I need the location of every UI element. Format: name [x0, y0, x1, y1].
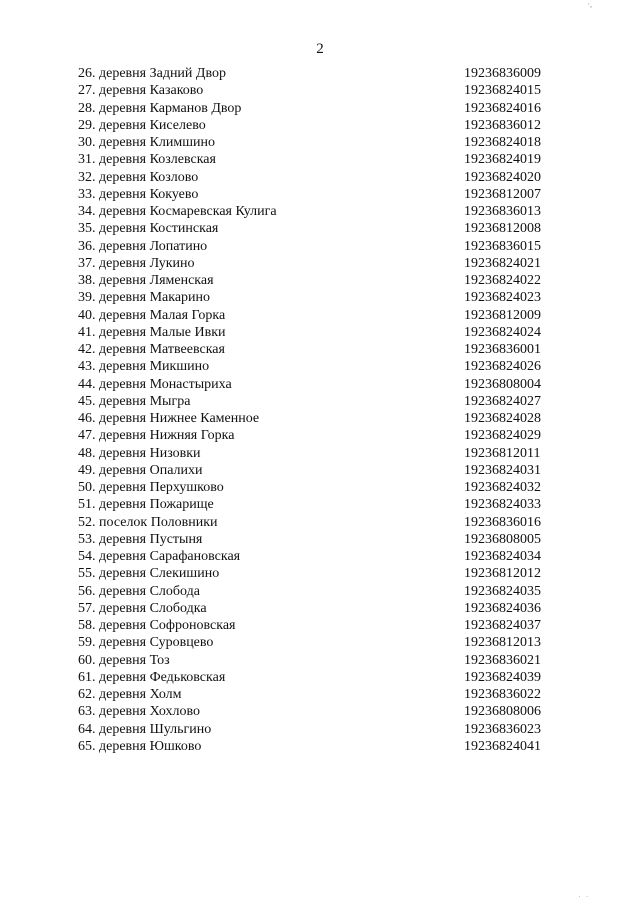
list-item: [0, 703, 640, 720]
settlement-name: 32. деревня Козлово: [78, 169, 199, 185]
list-item: [0, 669, 640, 686]
settlement-name: 31. деревня Козлевская: [78, 152, 216, 168]
scan-mark-top: ·,: [587, 0, 592, 9]
list-item: [0, 238, 640, 255]
settlement-name: 65. деревня Юшково: [78, 738, 202, 754]
settlement-code: 19236808005: [464, 531, 541, 547]
settlement-name: 55. деревня Слекишино: [78, 566, 220, 582]
settlement-name: 61. деревня Федьковская: [78, 669, 226, 685]
settlement-code: 19236808006: [464, 704, 541, 720]
settlement-code: 19236824028: [464, 411, 541, 426]
settlement-code: 19236824023: [464, 290, 541, 306]
list-item: [0, 272, 640, 289]
list-item: [0, 307, 640, 324]
list-item: [0, 151, 640, 168]
settlement-code: 19236836023: [464, 721, 541, 737]
settlement-code: 19236824031: [464, 462, 541, 478]
list-item: [0, 445, 640, 462]
list-item: [0, 255, 640, 272]
settlement-code: 19236824029: [464, 428, 541, 444]
list-item: [0, 289, 640, 306]
list-item: [0, 358, 640, 375]
settlement-code: 19236836001: [464, 342, 541, 357]
list-item: [0, 186, 640, 203]
settlement-name: 43. деревня Микшино: [78, 359, 210, 375]
list-item: [0, 410, 640, 427]
list-item: [0, 496, 640, 513]
list-item: [0, 565, 640, 582]
settlement-code: 19236812007: [464, 186, 541, 202]
list-item: [0, 462, 640, 479]
settlement-name: 57. деревня Слободка: [78, 600, 207, 616]
list-item: [0, 721, 640, 738]
list-item: [0, 738, 640, 755]
settlement-code: 19236836012: [464, 117, 541, 133]
list-item: [0, 479, 640, 496]
settlement-name: 26. деревня Задний Двор: [78, 66, 226, 81]
settlement-name: 28. деревня Карманов Двор: [78, 100, 242, 116]
settlement-code: 19236824036: [464, 600, 541, 616]
settlement-name: 38. деревня Ляменская: [78, 273, 214, 288]
settlement-name: 50. деревня Перхушково: [78, 480, 224, 495]
settlement-code: 19236836013: [464, 204, 541, 219]
list-item: [0, 203, 640, 220]
list-item: [0, 617, 640, 634]
settlement-code: 19236824027: [464, 393, 541, 409]
settlement-code: 19236824022: [464, 273, 541, 288]
settlement-name: 42. деревня Матвеевская: [78, 342, 225, 357]
list-item: [0, 514, 640, 531]
settlement-name: 48. деревня Низовки: [78, 445, 201, 461]
settlement-name: 34. деревня Космаревская Кулига: [78, 204, 277, 219]
list-item: [0, 634, 640, 651]
settlement-code: 19236824037: [464, 618, 541, 633]
list-item: [0, 341, 640, 358]
settlement-name: 53. деревня Пустыня: [78, 531, 203, 547]
settlement-name: 39. деревня Макарино: [78, 290, 211, 306]
settlement-code: 19236824032: [464, 480, 541, 495]
list-item: [0, 100, 640, 117]
settlement-code: 19236812012: [464, 566, 541, 582]
settlement-name: 51. деревня Пожарище: [78, 497, 214, 513]
settlement-list: [0, 65, 640, 755]
settlement-name: 29. деревня Киселево: [78, 117, 206, 133]
settlement-name: 40. деревня Малая Горка: [78, 307, 226, 323]
settlement-code: 19236812008: [464, 221, 541, 237]
settlement-code: 19236836016: [464, 514, 541, 530]
settlement-code: 19236824039: [464, 669, 541, 685]
settlement-code: 19236824024: [464, 324, 541, 340]
list-item: [0, 134, 640, 151]
settlement-code: 19236812009: [464, 307, 541, 323]
settlement-code: 19236824035: [464, 583, 541, 599]
settlement-code: 19236824026: [464, 359, 541, 375]
settlement-code: 19236808004: [464, 376, 541, 392]
settlement-name: 41. деревня Малые Ивки: [78, 324, 226, 340]
settlement-code: 19236824033: [464, 497, 541, 513]
settlement-name: 58. деревня Софроновская: [78, 618, 236, 633]
settlement-code: 19236824020: [464, 169, 541, 185]
page-number: 2: [316, 41, 324, 57]
list-item: [0, 376, 640, 393]
list-item: [0, 82, 640, 99]
settlement-name: 45. деревня Мыгра: [78, 393, 191, 409]
settlement-name: 37. деревня Лукино: [78, 255, 195, 271]
settlement-name: 35. деревня Костинская: [78, 221, 219, 237]
list-item: [0, 427, 640, 444]
list-item: [0, 65, 640, 82]
list-item: [0, 652, 640, 669]
settlement-code: 19236824021: [464, 255, 541, 271]
settlement-name: 33. деревня Кокуево: [78, 186, 199, 202]
settlement-name: 62. деревня Холм: [78, 687, 182, 702]
settlement-name: 36. деревня Лопатино: [78, 238, 208, 254]
settlement-code: 19236836021: [464, 652, 541, 668]
settlement-code: 19236824018: [464, 135, 541, 150]
settlement-name: 54. деревня Сарафановская: [78, 549, 241, 564]
settlement-name: 49. деревня Опалихи: [78, 462, 203, 478]
list-item: [0, 220, 640, 237]
list-item: [0, 324, 640, 341]
settlement-code: 19236824034: [464, 549, 541, 564]
settlement-name: 56. деревня Слобода: [78, 583, 200, 599]
settlement-code: 19236836022: [464, 687, 541, 702]
settlement-code: 19236836015: [464, 238, 541, 254]
list-item: [0, 583, 640, 600]
settlement-name: 52. поселок Половники: [78, 514, 218, 530]
settlement-name: 27. деревня Казаково: [78, 83, 204, 99]
list-item: [0, 169, 640, 186]
settlement-name: 64. деревня Шульгино: [78, 721, 212, 737]
list-item: [0, 686, 640, 703]
settlement-name: 30. деревня Климшино: [78, 135, 216, 150]
settlement-code: 19236824015: [464, 83, 541, 99]
settlement-code: 19236824041: [464, 738, 541, 754]
settlement-code: 19236824016: [464, 100, 541, 116]
list-item: [0, 393, 640, 410]
settlement-code: 19236812013: [464, 635, 541, 651]
scan-mark-bottom: . .: [578, 891, 590, 899]
settlement-name: 47. деревня Нижняя Горка: [78, 428, 235, 444]
settlement-name: 59. деревня Суровцево: [78, 635, 214, 651]
list-item: [0, 117, 640, 134]
list-item: [0, 531, 640, 548]
settlement-name: 46. деревня Нижнее Каменное: [78, 411, 260, 426]
list-item: [0, 548, 640, 565]
settlement-name: 63. деревня Хохлово: [78, 704, 200, 720]
settlement-code: 19236812011: [464, 445, 541, 461]
settlement-name: 44. деревня Монастыриха: [78, 376, 232, 392]
settlement-code: 19236836009: [464, 66, 541, 81]
list-item: [0, 600, 640, 617]
settlement-name: 60. деревня Тоз: [78, 652, 170, 668]
settlement-code: 19236824019: [464, 152, 541, 168]
